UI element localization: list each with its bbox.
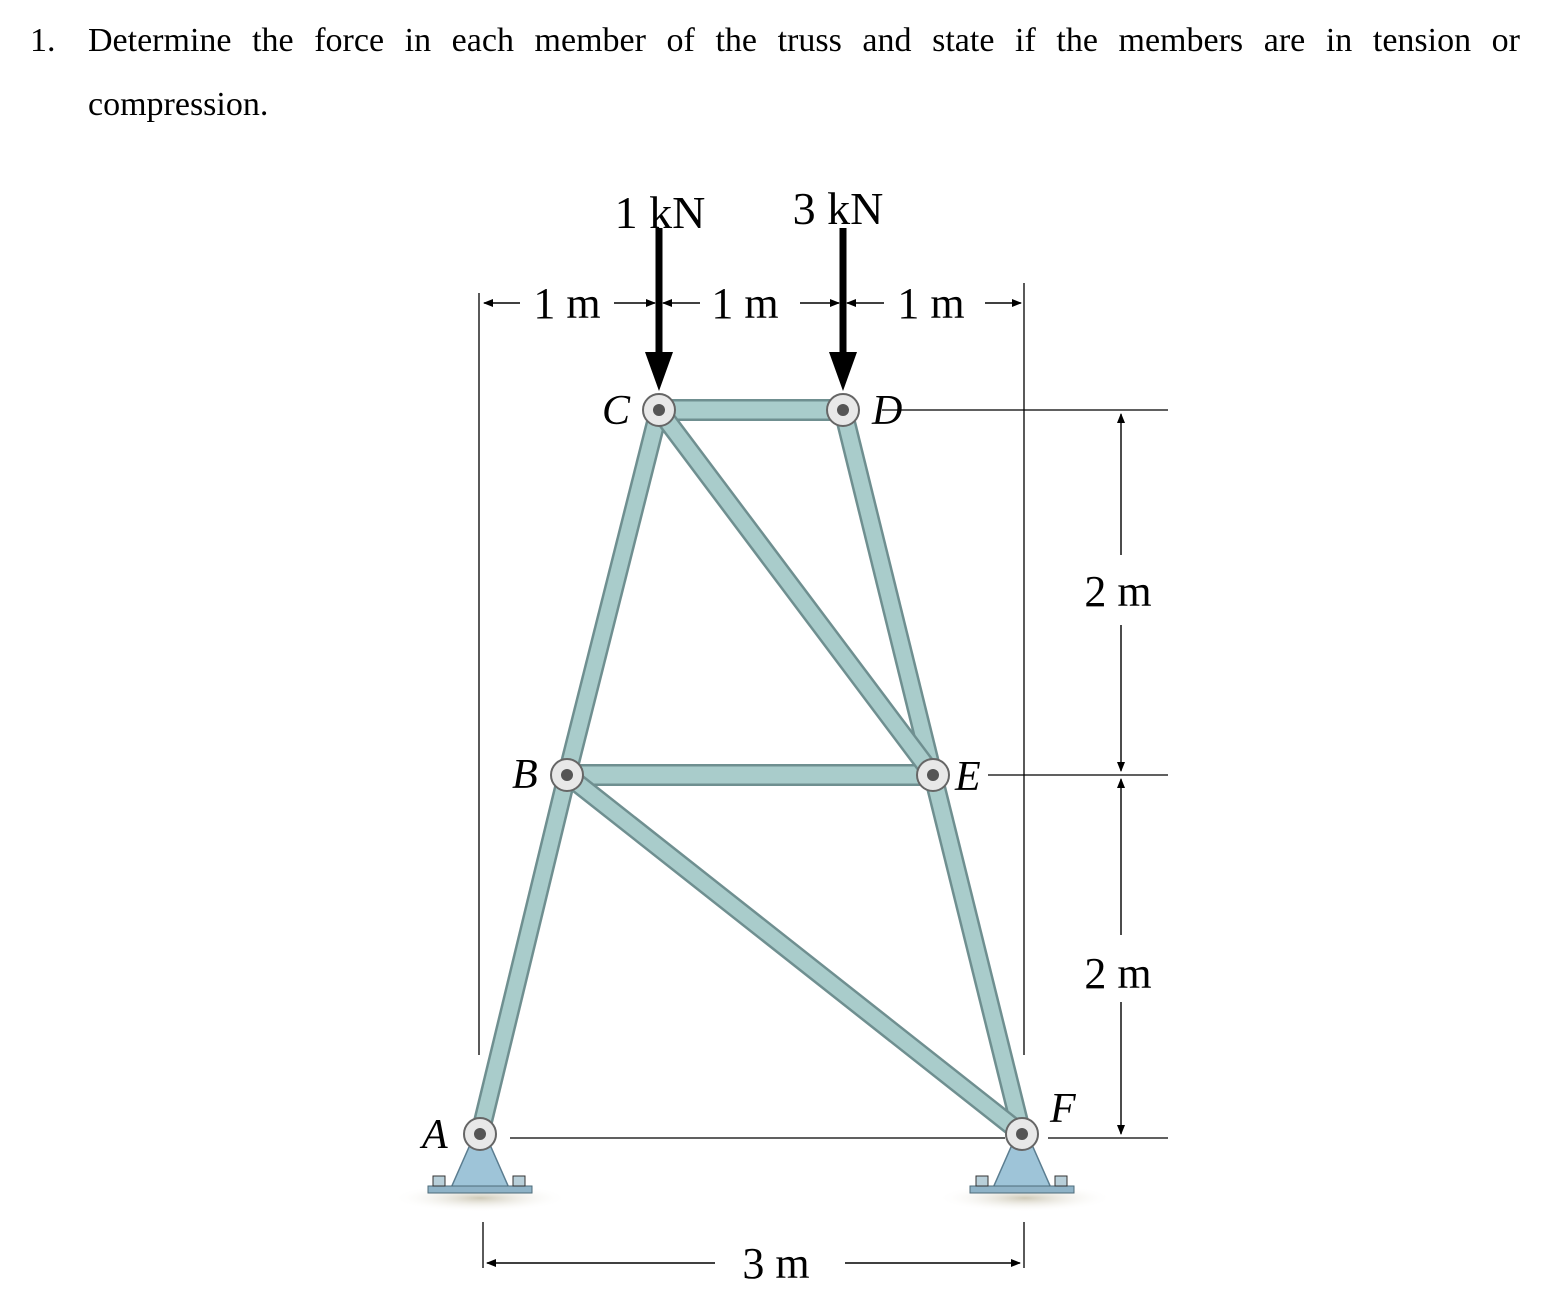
problem-text-line-1: Determine the force in each member of the truss and state if the members are in tension or: [88, 22, 1520, 59]
pin-e: [917, 759, 949, 791]
joint-label-f: F: [1050, 1086, 1076, 1132]
pin-d: [827, 394, 859, 426]
load-arrow-c: [645, 228, 673, 391]
joint-label-c: C: [602, 388, 631, 434]
joint-label-e: E: [955, 754, 981, 800]
dim-height-lower: 2 m: [1084, 949, 1152, 998]
dim-top-2: 1 m: [711, 279, 779, 328]
pin-b: [551, 759, 583, 791]
pin-f: [1006, 1118, 1038, 1150]
pin-c: [643, 394, 675, 426]
dim-top-3: 1 m: [897, 279, 965, 328]
problem-number: 1.: [30, 22, 56, 59]
load-arrow-d: [829, 228, 857, 391]
joint-label-a: A: [422, 1112, 448, 1158]
dim-top-1: 1 m: [533, 279, 601, 328]
problem-text-line-2: compression.: [88, 86, 269, 123]
dim-base: 3 m: [742, 1239, 810, 1288]
load-label-c: 1 kN: [614, 187, 706, 238]
dim-height-upper: 2 m: [1084, 567, 1152, 616]
member-bc: [567, 410, 659, 775]
member-ab: [480, 775, 567, 1134]
joint-label-d: D: [872, 388, 903, 434]
joint-label-b: B: [512, 752, 538, 798]
load-label-d: 3 kN: [792, 183, 884, 234]
pin-a: [464, 1118, 496, 1150]
